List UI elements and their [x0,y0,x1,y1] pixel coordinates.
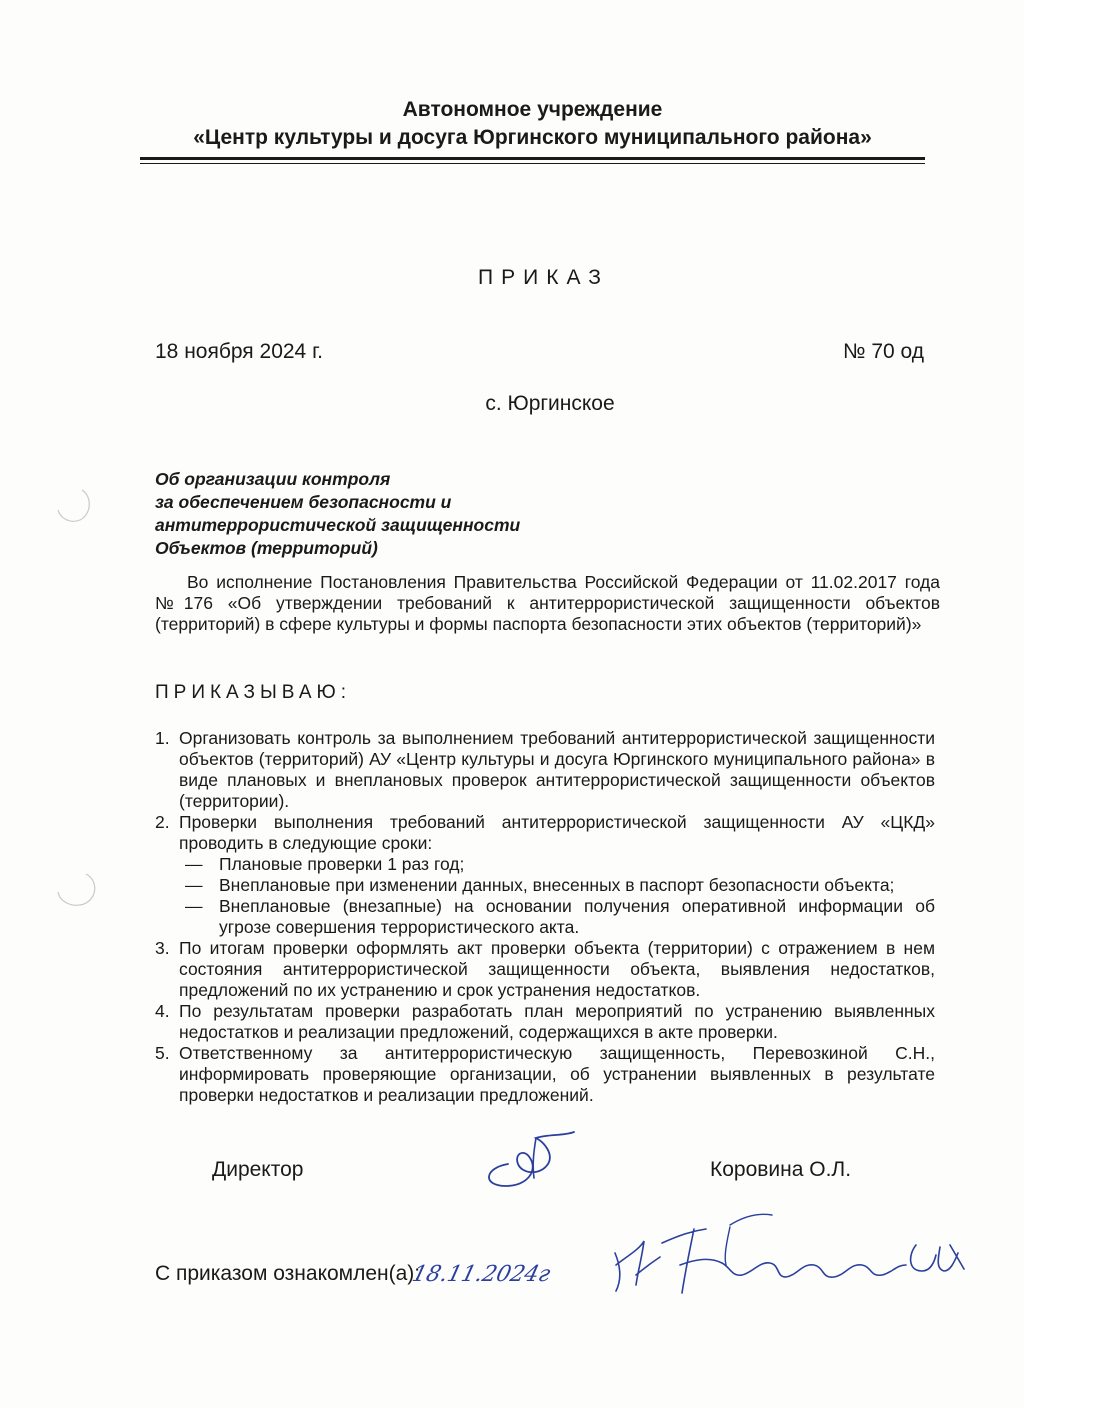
acknowledgement-handwriting [409,1205,970,1300]
list-item [155,938,935,1001]
document-number: № 70 од [842,340,924,363]
item-number: 3. [155,938,170,958]
item-number: 1. [155,728,170,748]
list-item [155,728,935,812]
order-items-list [155,728,935,1106]
organization-name: «Центр культуры и досуга Юргинского муниципального района» [193,126,872,149]
subject-line: антитеррористической защищенности [155,515,521,535]
item-text: Организовать контроль за выполнением требований антитеррористической защищенности объектов (территорий) АУ «Центр культуры и досуга Юргинского муниципального района» в виде плановых и внеплановых проверок антитеррористической защищенности объектов (территории). [179,728,935,811]
header-rule-thick [140,157,925,160]
organization-type: Автономное учреждение [402,98,663,121]
acknowledgement-label: С приказом ознакомлен(а): [155,1262,421,1285]
director-signature [478,1124,588,1194]
item-number: 5. [155,1043,170,1063]
list-item [155,1001,935,1043]
dash-bullet: — [185,854,203,874]
document-place: с. Юргинское [485,392,615,415]
document-subject [155,468,520,560]
item-text: Ответственному за антитеррористическую защищенность, Перевозкиной С.Н., информировать проверяющие организации, об устранении выявленных в результате проверки недостатков и реализации предложений. [179,1043,935,1105]
sub-list-item [179,854,935,875]
subject-line: Об организации контроля [155,469,391,489]
handwritten-date: 18.11.2024г [409,1261,553,1287]
sub-list-item [179,896,935,938]
director-position: Директор [212,1158,304,1181]
punch-hole-top [52,486,96,526]
subject-line: за обеспечением безопасности и [155,492,452,512]
preamble-paragraph: Во исполнение Постановления Правительства Российской Федерации от 11.02.2017 года №176 «Об утверждении требований к антитеррористической защищенности объектов (территорий) в сфере культуры и формы паспорта безопасности этих объектов (территорий)» [155,572,940,634]
organization-header [140,96,925,152]
document-date: 18 ноября 2024 г. [155,340,323,363]
header-rule-thin [140,163,925,164]
dash-bullet: — [185,896,203,916]
item-number: 2. [155,812,170,832]
sub-item-text: Внеплановые при изменении данных, внесенных в паспорт безопасности объекта; [219,875,895,895]
punch-hole-bottom [52,870,102,910]
item-text: По результатам проверки разработать план мероприятий по устранению выявленных недостатков и реализации предложений, содержащихся в акте проверки. [179,1001,935,1042]
director-name: Коровина О.Л. [710,1158,852,1181]
sub-item-text: Внеплановые (внезапные) на основании получения оперативной информации об угрозе совершения террористического акта. [219,896,935,937]
list-item [155,1043,935,1106]
dash-bullet: — [185,875,203,895]
subject-line: Объектов (территорий) [155,538,378,558]
order-word: ПРИКАЗЫВАЮ: [155,682,351,703]
item-number: 4. [155,1001,170,1021]
sub-items-list [179,854,935,938]
sub-item-text: Плановые проверки 1 раз год; [219,854,465,874]
item-text: По итогам проверки оформлять акт проверки объекта (территории) с отражением в нем состояния антитеррористической защищенности объекта, выявления недостатков, предложений по их устранению и срок устранения недостатков. [179,938,935,1000]
item-text: Проверки выполнения требований антитеррористической защищенности АУ «ЦКД» проводить в следующие сроки: [179,812,935,853]
document-title: ПРИКАЗ [478,266,609,289]
sub-list-item [179,875,935,896]
list-item [155,812,935,938]
